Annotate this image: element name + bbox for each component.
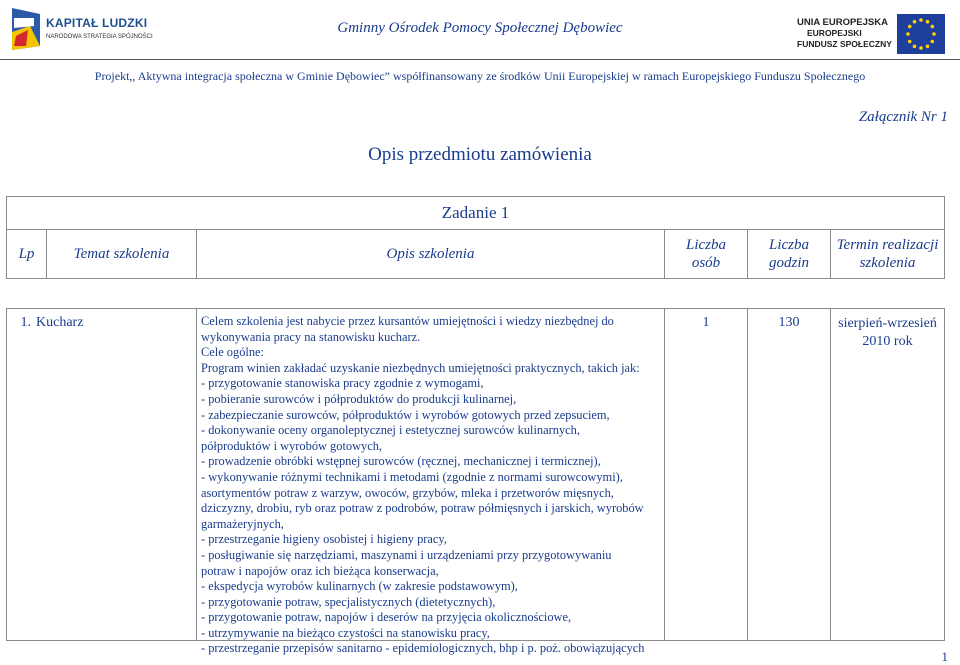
cell-hours (747, 308, 831, 641)
description-line: wykonywania pracy na stanowisku kucharz. (201, 329, 421, 344)
header-divider (0, 59, 960, 60)
cell-lp (6, 308, 33, 641)
description-line: - pobieranie surowców i półproduktów do produkcji kulinarnej, (201, 391, 517, 406)
cell-hours-value: 130 (778, 315, 800, 330)
kapital-ludzki-subtitle: NARODOWA STRATEGIA SPÓJNOŚCI (46, 34, 153, 40)
column-header-topic-label: Temat szkolenia (73, 246, 170, 262)
cell-lp-value: 1. (20, 315, 31, 330)
column-header-topic (46, 229, 197, 279)
description-line: garmażeryjnych, (201, 516, 284, 531)
column-header-hours-line-2: godzin (768, 255, 809, 271)
cell-description (196, 308, 665, 656)
description-line: Celem szkolenia jest nabycie przez kursantów umiejętności i wiedzy niezbędnej do (201, 314, 614, 328)
cell-persons (664, 308, 748, 641)
project-description: Projekt,, Aktywna integracja społeczna w Gminie Dębowiec” współfinansowany ze środków Unii Europejskiej w ramach Europejskiego Funduszu Społecznego (94, 69, 866, 83)
task-title: Zadanie 1 (441, 203, 510, 222)
column-header-description-label: Opis szkolenia (386, 246, 475, 262)
eu-logo (797, 8, 947, 54)
description-line: dziczyzny, drobiu, ryb oraz potraw z podrobów, potraw półmięsnych i jarskich, wyrobów (201, 501, 644, 516)
column-header-lp-label: Lp (18, 246, 35, 262)
cell-persons-value: 1 (702, 315, 710, 330)
description-line: asortymentów potraw z warzyw, owoców, grzybów, mleka i przetworów mięsnych, (201, 485, 614, 500)
description-line: - prowadzenie obróbki wstępnej surowców (ręcznej, mechanicznej i termicznej), (201, 454, 601, 469)
description-line: Program winien zakładać uzyskanie niezbędnych umiejętności praktycznych, takich jak: (201, 360, 640, 375)
annex-label: Załącznik Nr 1 (858, 109, 948, 125)
column-header-description (196, 229, 665, 279)
column-header-hours (747, 229, 831, 279)
column-header-hours-line-1: Liczba (768, 237, 809, 253)
description-line: półproduktów i wyrobów gotowych, (201, 438, 383, 453)
column-header-persons-line-1: Liczba (685, 237, 726, 253)
description-line: potraw i napojów oraz ich bieżąca konserwacja, (201, 563, 439, 578)
description-line: - przygotowanie stanowiska pracy zgodnie z wymogami, (201, 376, 484, 391)
column-header-persons-line-2: osób (691, 255, 721, 271)
cell-term-line-2: 2010 rok (862, 334, 913, 349)
description-line: - posługiwanie się narzędziami, maszynami i urządzeniami przy przygotowywaniu (201, 547, 612, 562)
cell-term-line-1: sierpień-wrzesień (838, 316, 937, 331)
cell-topic-value: Kucharz (36, 315, 84, 330)
column-header-term-line-2: szkolenia (859, 255, 916, 271)
description-line: - utrzymywanie na bieżąco czystości na stanowisku pracy, (201, 625, 490, 640)
description-line: - przygotowanie potraw, specjalistycznych (dietetycznych), (201, 594, 496, 609)
task-header-row (6, 196, 945, 230)
document-title: Opis przedmiotu zamówienia (368, 144, 592, 165)
eu-logo-line-3: FUNDUSZ SPOŁECZNY (797, 39, 892, 49)
description-text (197, 309, 664, 657)
header-institution-name: Gminny Ośrodek Pomocy Społecznej Dębowiec (337, 20, 623, 36)
column-header-lp (6, 229, 47, 279)
kapital-ludzki-title: KAPITAŁ LUDZKI (46, 16, 148, 30)
page-number: 1 (941, 649, 948, 664)
eu-logo-text (797, 17, 892, 50)
description-line: - ekspedycja wyrobów kulinarnych (w zakresie podstawowym), (201, 579, 518, 594)
cell-topic (32, 308, 197, 641)
eu-logo-line-1: UNIA EUROPEJSKA (797, 17, 888, 28)
description-line: - zabezpieczanie surowców, półproduktów i wyrobów gotowych przed zepsuciem, (201, 407, 610, 422)
description-line: Cele ogólne: (201, 345, 264, 360)
description-line: - wykonywanie różnymi technikami i metodami (zgodnie z normami surowcowymi), (201, 469, 623, 484)
cell-term (830, 308, 945, 641)
description-line: - przestrzeganie higieny osobistej i higieny pracy, (201, 532, 447, 547)
column-header-term-line-1: Termin realizacji (836, 237, 939, 253)
eu-logo-line-2: EUROPEJSKI (807, 28, 862, 38)
description-line: - dokonywanie oceny organoleptycznej i estetycznej surowców kulinarnych, (201, 423, 580, 438)
column-header-term (830, 229, 945, 279)
description-line: - przygotowanie potraw, napojów i deserów na przyjęcia okolicznościowe, (201, 610, 572, 625)
column-header-persons (664, 229, 748, 279)
description-line: - przestrzeganie przepisów sanitarno - epidemiologicznych, bhp i p. poż. obowiązujących (201, 641, 645, 656)
cell-term-value (831, 309, 944, 351)
eu-flag-icon (897, 14, 945, 54)
